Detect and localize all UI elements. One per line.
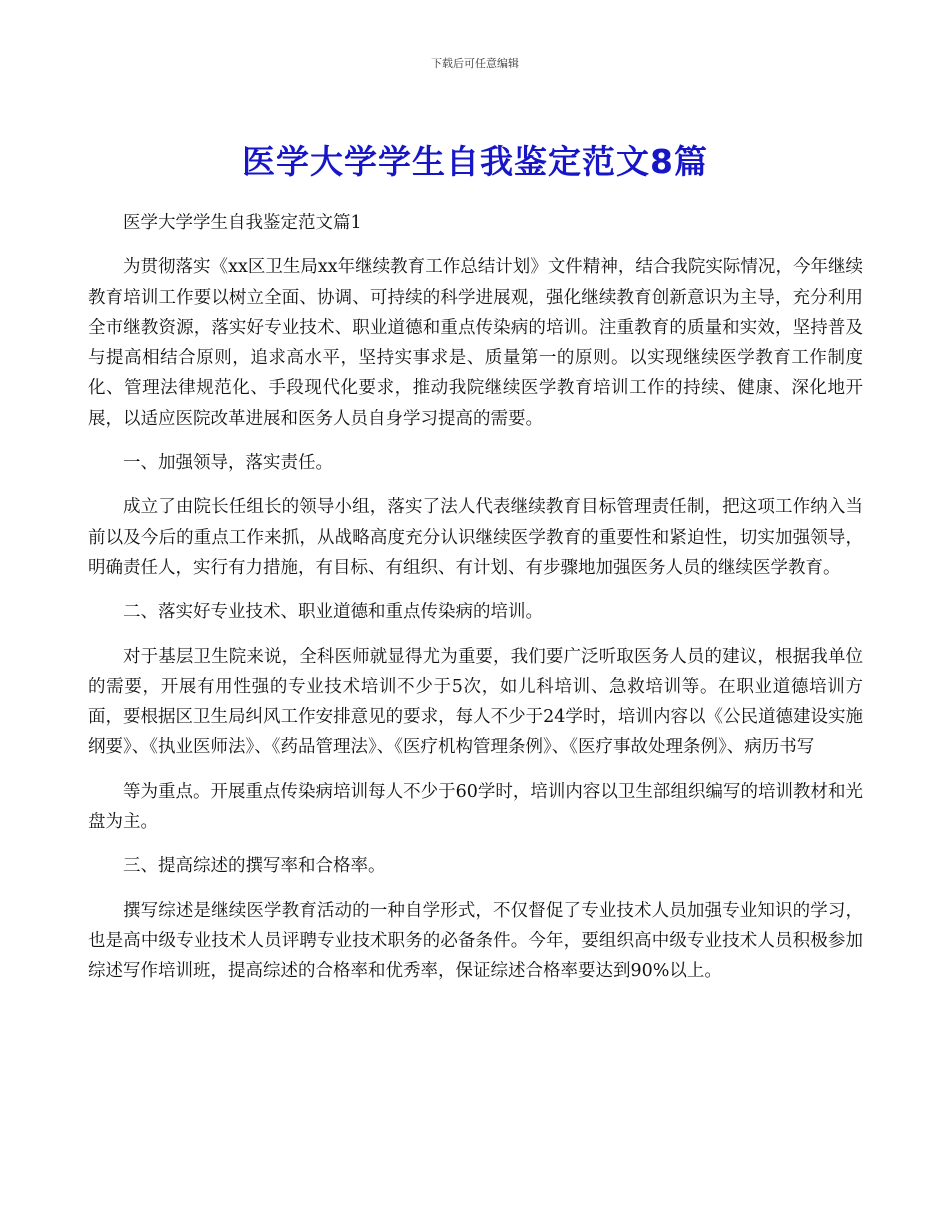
document-title: 医学大学学生自我鉴定范文8篇	[242, 142, 708, 181]
header-note: 下载后可任意编辑	[431, 57, 519, 70]
section-heading: 医学大学学生自我鉴定范文篇1	[123, 213, 362, 233]
body-paragraph: 等为重点。开展重点传染病培训每人不少于60学时，培训内容以卫生部组织编写的培训教材和光盘为主。	[88, 781, 863, 833]
document-body	[88, 208, 863, 1001]
section-heading: 三、提高综述的撰写率和合格率。	[123, 856, 386, 877]
body-paragraph: 为贯彻落实《xx区卫生局xx年继续教育工作总结计划》文件精神，结合我院实际情况，今年继续教育培训工作要以树立全面、协调、可持续的科学进展观，强化继续教育创新意识为主导，充分利用全市继教资源，落实好专业技术、职业道德和重点传染病的培训。注重教育的质量和实效，坚持普及与提高相结合原则，追求高水平，坚持实事求是、质量第一的原则。以实现继续医学教育工作制度化、管理法律规范化、手段现代化要求，推动我院继续医学教育培训工作的持续、健康、深化地开展，以适应医院改革进展和医务人员自身学习提高的需要。	[88, 257, 863, 429]
section-heading: 二、落实好专业技术、职业道德和重点传染病的培训。	[123, 602, 543, 623]
body-paragraph: 对于基层卫生院来说，全科医师就显得尤为重要，我们要广泛听取医务人员的建议，根据我单位的需要，开展有用性强的专业技术培训不少于5次，如儿科培训、急救培训等。在职业道德培训方面，要根据区卫生局纠风工作安排意见的要求，每人不少于24学时，培训内容以《公民道德建设实施纲要》、《执业医师法》、《药品管理法》、《医疗机构管理条例》、《医疗事故处理条例》、病历书写	[88, 646, 863, 758]
body-paragraph: 成立了由院长任组长的领导小组，落实了法人代表继续教育目标管理责任制，把这项工作纳入当前以及今后的重点工作来抓，从战略高度充分认识继续医学教育的重要性和紧迫性，切实加强领导，明确责任人，实行有力措施，有目标、有组织、有计划、有步骤地加强医务人员的继续医学教育。	[88, 497, 863, 578]
section-heading: 一、加强领导，落实责任。	[123, 453, 333, 474]
body-paragraph: 撰写综述是继续医学教育活动的一种自学形式，不仅督促了专业技术人员加强专业知识的学习，也是高中级专业技术人员评聘专业技术职务的必备条件。今年，要组织高中级专业技术人员积极参加综述写作培训班，提高综述的合格率和优秀率，保证综述合格率要达到90%以上。	[88, 900, 863, 982]
